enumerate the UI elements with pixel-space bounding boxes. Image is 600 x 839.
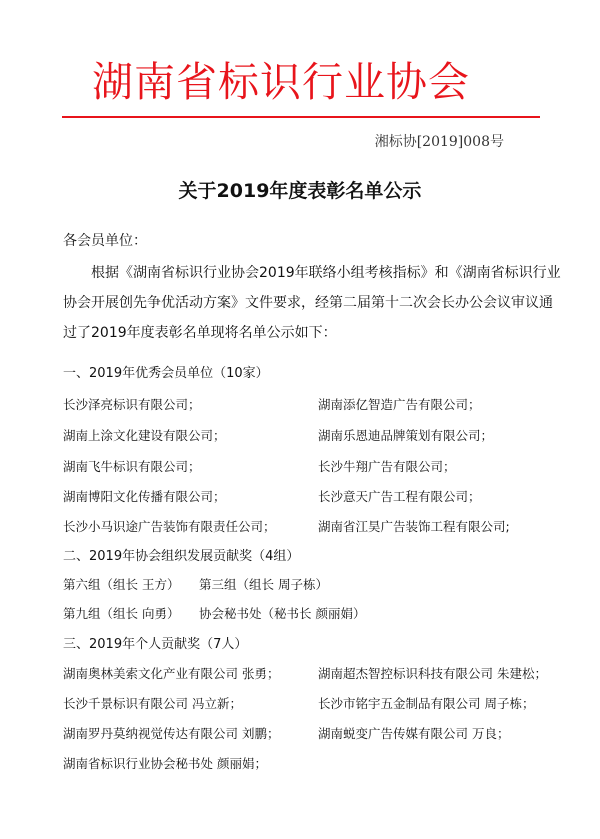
- body-text: 根据《湖南省标识行业协会2019年联络小组考核指标》和《湖南省标识行业协会开展创先争优活动方案》文件要求，经第二届第十二次会长办公会议审议通过了2019年度表彰名单现将名单公示如下：: [63, 265, 561, 341]
- body-paragraph: [63, 258, 563, 348]
- list-item: 协会秘书处（秘书长 颜丽娟）: [199, 606, 366, 621]
- list-item: 湖南超杰智控标识科技有限公司 朱建松；: [318, 666, 547, 681]
- list-item: 湖南博阳文化传播有限公司；: [63, 489, 226, 504]
- list-item: 第九组（组长 向勇）: [63, 606, 180, 621]
- list-item: 长沙小马识途广告装饰有限责任公司；: [63, 519, 276, 534]
- list-item: 湖南上涂文化建设有限公司；: [63, 428, 226, 443]
- list-item: 长沙千景标识有限公司 冯立新；: [63, 696, 242, 711]
- document-number: 湘标协[2019]008号: [374, 134, 504, 150]
- section-heading-1: 一、2019年优秀会员单位（10家）: [63, 366, 269, 381]
- list-item: 湖南奥林美索文化产业有限公司 张勇；: [63, 666, 280, 681]
- salutation: 各会员单位：: [63, 233, 147, 249]
- list-item: 湖南罗丹莫纳视觉传达有限公司 刘鹏；: [63, 726, 280, 741]
- list-item: 长沙泽亮标识有限公司；: [63, 397, 201, 412]
- list-item: 第三组（组长 周子栋）: [199, 577, 328, 592]
- section-heading-3: 三、2019年个人贡献奖（7人）: [63, 637, 248, 652]
- section-heading-2: 二、2019年协会组织发展贡献奖（4组）: [63, 549, 300, 564]
- list-item: 长沙意天广告工程有限公司；: [318, 489, 481, 504]
- letterhead-divider: [62, 116, 540, 118]
- list-item: 湖南省标识行业协会秘书处 颜丽娟；: [63, 756, 267, 771]
- list-item: 长沙市铭宇五金制品有限公司 周子栋；: [318, 696, 535, 711]
- list-item: 湖南省江昊广告装饰工程有限公司;: [318, 519, 510, 534]
- list-item: 第六组（组长 王方）: [63, 577, 180, 592]
- list-item: 湖南飞牛标识有限公司；: [63, 459, 201, 474]
- list-item: 湖南添亿智造广告有限公司；: [318, 397, 481, 412]
- list-item: 长沙牛翔广告有限公司；: [318, 459, 456, 474]
- list-item: 湖南蜕变广告传媒有限公司 万良；: [318, 726, 510, 741]
- list-item: 湖南乐恩迪品牌策划有限公司；: [318, 428, 494, 443]
- document-title: 关于2019年度表彰名单公示: [178, 180, 422, 202]
- org-name-header: 湖南省标识行业协会: [92, 58, 470, 106]
